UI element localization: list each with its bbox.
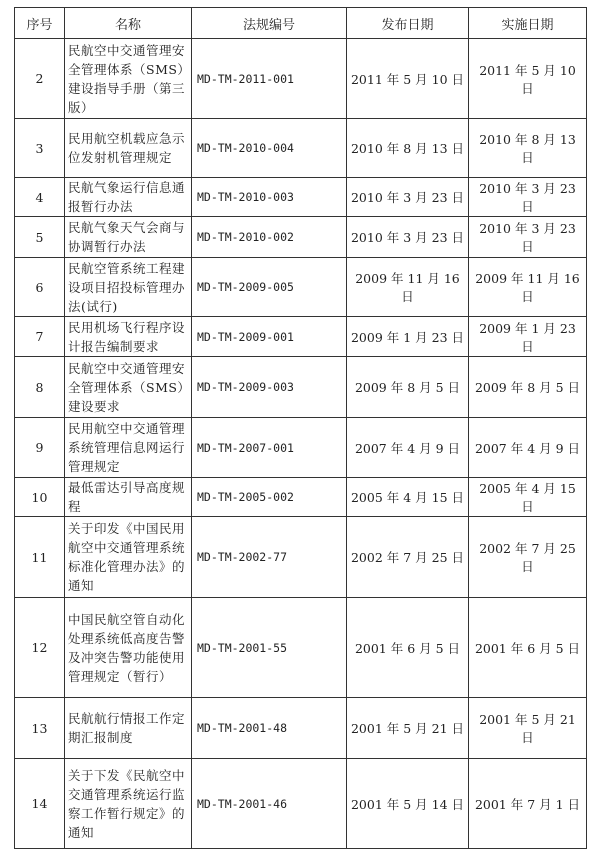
cell-no: 12 (15, 598, 65, 698)
cell-name: 民航空中交通管理安全管理体系（SMS）建设指导手册（第三版） (65, 39, 192, 119)
cell-no: 2 (15, 39, 65, 119)
cell-published: 2011 年 5 月 10 日 (347, 39, 469, 119)
cell-published: 2005 年 4 月 15 日 (347, 478, 469, 517)
cell-name: 民用机场飞行程序设计报告编制要求 (65, 317, 192, 357)
cell-effective: 2010 年 3 月 23 日 (469, 178, 587, 217)
cell-code: MD-TM-2009-005 (192, 258, 347, 317)
cell-published: 2001 年 5 月 14 日 (347, 759, 469, 849)
cell-published: 2009 年 8 月 5 日 (347, 357, 469, 418)
cell-code: MD-TM-2001-48 (192, 698, 347, 759)
cell-no: 10 (15, 478, 65, 517)
cell-code: MD-TM-2010-002 (192, 217, 347, 258)
cell-code: MD-TM-2002-77 (192, 517, 347, 598)
cell-name: 民航空管系统工程建设项目招投标管理办法(试行) (65, 258, 192, 317)
table-row (15, 357, 587, 418)
table-row (15, 217, 587, 258)
cell-no: 14 (15, 759, 65, 849)
regulations-table (14, 7, 587, 849)
cell-published: 2001 年 6 月 5 日 (347, 598, 469, 698)
header-name: 名称 (65, 8, 192, 39)
cell-name: 民用航空机载应急示位发射机管理规定 (65, 119, 192, 178)
header-code: 法规编号 (192, 8, 347, 39)
cell-no: 4 (15, 178, 65, 217)
cell-published: 2010 年 8 月 13 日 (347, 119, 469, 178)
cell-published: 2010 年 3 月 23 日 (347, 178, 469, 217)
cell-no: 9 (15, 418, 65, 478)
cell-no: 7 (15, 317, 65, 357)
table-row (15, 119, 587, 178)
header-no: 序号 (15, 8, 65, 39)
cell-effective: 2007 年 4 月 9 日 (469, 418, 587, 478)
cell-no: 13 (15, 698, 65, 759)
cell-name: 中国民航空管自动化处理系统低高度告警及冲突告警功能使用管理规定（暂行） (65, 598, 192, 698)
table-header-row (15, 8, 587, 39)
cell-published: 2002 年 7 月 25 日 (347, 517, 469, 598)
header-published: 发布日期 (347, 8, 469, 39)
cell-code: MD-TM-2009-003 (192, 357, 347, 418)
table-row (15, 759, 587, 849)
cell-name: 民航气象天气会商与协调暂行办法 (65, 217, 192, 258)
cell-code: MD-TM-2010-004 (192, 119, 347, 178)
table-row (15, 478, 587, 517)
cell-effective: 2005 年 4 月 15 日 (469, 478, 587, 517)
cell-effective: 2010 年 8 月 13 日 (469, 119, 587, 178)
cell-effective: 2002 年 7 月 25 日 (469, 517, 587, 598)
cell-no: 11 (15, 517, 65, 598)
cell-effective: 2009 年 1 月 23 日 (469, 317, 587, 357)
cell-published: 2007 年 4 月 9 日 (347, 418, 469, 478)
cell-published: 2010 年 3 月 23 日 (347, 217, 469, 258)
table-row (15, 178, 587, 217)
cell-effective: 2009 年 8 月 5 日 (469, 357, 587, 418)
cell-name: 民航气象运行信息通报暂行办法 (65, 178, 192, 217)
cell-code: MD-TM-2011-001 (192, 39, 347, 119)
cell-effective: 2009 年 11 月 16 日 (469, 258, 587, 317)
cell-effective: 2001 年 5 月 21 日 (469, 698, 587, 759)
cell-code: MD-TM-2005-002 (192, 478, 347, 517)
cell-name: 关于印发《中国民用航空中交通管理系统标准化管理办法》的通知 (65, 517, 192, 598)
cell-name: 民航空中交通管理安全管理体系（SMS）建设要求 (65, 357, 192, 418)
cell-no: 3 (15, 119, 65, 178)
table-row (15, 598, 587, 698)
cell-effective: 2010 年 3 月 23 日 (469, 217, 587, 258)
cell-name: 关于下发《民航空中交通管理系统运行监察工作暂行规定》的通知 (65, 759, 192, 849)
cell-code: MD-TM-2001-46 (192, 759, 347, 849)
cell-published: 2001 年 5 月 21 日 (347, 698, 469, 759)
cell-code: MD-TM-2009-001 (192, 317, 347, 357)
cell-no: 8 (15, 357, 65, 418)
cell-code: MD-TM-2001-55 (192, 598, 347, 698)
cell-code: MD-TM-2007-001 (192, 418, 347, 478)
cell-name: 民航航行情报工作定期汇报制度 (65, 698, 192, 759)
cell-effective: 2011 年 5 月 10 日 (469, 39, 587, 119)
table-row (15, 258, 587, 317)
cell-name: 最低雷达引导高度规程 (65, 478, 192, 517)
table-row (15, 39, 587, 119)
cell-effective: 2001 年 7 月 1 日 (469, 759, 587, 849)
table-row (15, 418, 587, 478)
table-row (15, 517, 587, 598)
cell-published: 2009 年 1 月 23 日 (347, 317, 469, 357)
cell-no: 6 (15, 258, 65, 317)
cell-published: 2009 年 11 月 16 日 (347, 258, 469, 317)
cell-name: 民用航空中交通管理系统管理信息网运行管理规定 (65, 418, 192, 478)
cell-code: MD-TM-2010-003 (192, 178, 347, 217)
table-row (15, 698, 587, 759)
cell-no: 5 (15, 217, 65, 258)
cell-effective: 2001 年 6 月 5 日 (469, 598, 587, 698)
table-row (15, 317, 587, 357)
header-effective: 实施日期 (469, 8, 587, 39)
